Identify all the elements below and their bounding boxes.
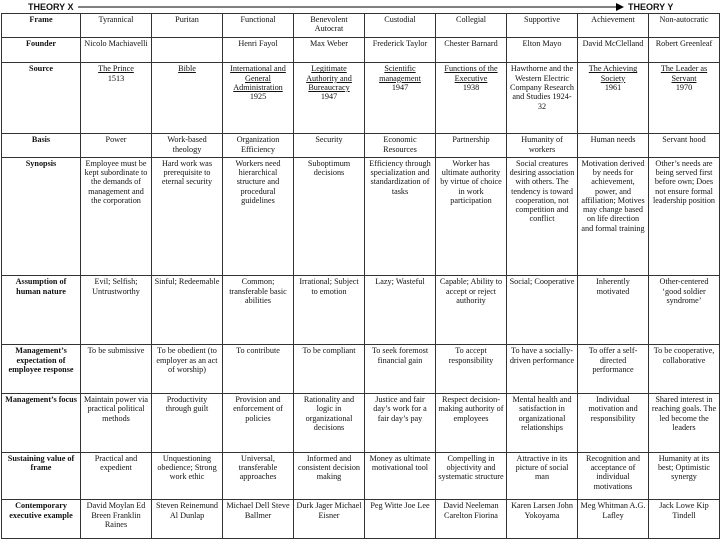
table-cell: To accept responsibility (436, 345, 507, 394)
table-cell (223, 63, 294, 134)
table-cell: Respect decision-making authority of employees (436, 393, 507, 452)
table-cell: Max Weber (294, 38, 365, 63)
table-cell: David Neeleman Carelton Fiorina (436, 500, 507, 539)
table-cell: To have a socially-driven performance (507, 345, 578, 394)
table-cell: Efficiency through specialization and standardization of tasks (365, 157, 436, 276)
source-title: Functions of the Executive (444, 64, 498, 83)
theory-y-label: THEORY Y (628, 2, 674, 12)
table-cell (152, 38, 223, 63)
table-cell: To be compliant (294, 345, 365, 394)
source-year: 1938 (462, 82, 480, 92)
basis-row (2, 134, 720, 157)
source-row (2, 63, 720, 134)
table-cell: To contribute (223, 345, 294, 394)
row-label-expectation: Management’s expectation of employee response (2, 345, 81, 394)
table-cell: Maintain power via practical political methods (81, 393, 152, 452)
sustaining-value-row (2, 452, 720, 500)
table-cell: Lazy; Wasteful (365, 276, 436, 345)
table-cell: Social; Cooperative (507, 276, 578, 345)
source-title: International and General Administration (230, 64, 286, 92)
table-cell: Human needs (578, 134, 649, 157)
table-cell: Practical and expedient (81, 452, 152, 500)
table-cell: Inherently motivated (578, 276, 649, 345)
frame-functional: Functional (223, 14, 294, 38)
table-cell: Karen Larsen John Yokoyama (507, 500, 578, 539)
table-cell: Other-centered ‘good soldier syndrome’ (649, 276, 720, 345)
source-title: Legitimate Authority and Bureaucracy (306, 64, 352, 92)
focus-row (2, 393, 720, 452)
source-title: The Prince (98, 64, 134, 74)
founder-row (2, 38, 720, 63)
table-cell: Sinful; Redeemable (152, 276, 223, 345)
table-cell: Rationality and logic in organizational decisions (294, 393, 365, 452)
table-cell: Steven Reinemund Al Dunlap (152, 500, 223, 539)
table-cell: Security (294, 134, 365, 157)
source-year: Hawthorne and the Western Electric Company Research and Studies 1924-32 (510, 64, 574, 111)
table-cell: Evil; Selfish; Untrustworthy (81, 276, 152, 345)
table-cell: Henri Fayol (223, 38, 294, 63)
table-cell (152, 63, 223, 134)
table-cell: Frederick Taylor (365, 38, 436, 63)
table-cell (578, 63, 649, 134)
table-cell: Justice and fair day’s work for a fair day’s pay (365, 393, 436, 452)
table-cell (365, 63, 436, 134)
table-cell: Other’s needs are being served first before own; Does not ensure formal leadership position (649, 157, 720, 276)
table-cell: To be submissive (81, 345, 152, 394)
table-cell: Suboptimum decisions (294, 157, 365, 276)
table-cell: Work-based theology (152, 134, 223, 157)
table-cell (649, 63, 720, 134)
leadership-frames-table (1, 13, 720, 539)
table-cell: Individual motivation and responsibility (578, 393, 649, 452)
table-cell: Money as ultimate motivational tool (365, 452, 436, 500)
table-cell: Meg Whitman A.G. Lafley (578, 500, 649, 539)
synopsis-row (2, 157, 720, 276)
row-label-executive-example: Contemporary executive example (2, 500, 81, 539)
source-title: Scientific management (379, 64, 421, 83)
table-cell: To be cooperative, collaborative (649, 345, 720, 394)
table-cell: David McClelland (578, 38, 649, 63)
table-cell: Worker has ultimate authority by virtue of choice in work participation (436, 157, 507, 276)
table-cell (81, 63, 152, 134)
frame-benevolent-autocrat: Benevolent Autocrat (294, 14, 365, 38)
table-cell: Recognition and acceptance of individual motivations (578, 452, 649, 500)
table-cell: To offer a self-directed performance (578, 345, 649, 394)
expectation-row (2, 345, 720, 394)
table-cell: Humanity at its best; Optimistic synergy (649, 452, 720, 500)
frame-label: Frame (2, 14, 81, 38)
table-cell: Servant hood (649, 134, 720, 157)
frame-puritan: Puritan (152, 14, 223, 38)
table-cell: Hard work was prerequisite to eternal security (152, 157, 223, 276)
source-title: Bible (178, 64, 196, 74)
row-label-basis: Basis (2, 134, 81, 157)
table-cell: Elton Mayo (507, 38, 578, 63)
source-year: 1961 (604, 82, 622, 92)
source-title: The Leader as Servant (660, 64, 708, 83)
table-cell: David Moylan Ed Breen Franklin Raines (81, 500, 152, 539)
row-label-source: Source (2, 63, 81, 134)
frame-collegial: Collegial (436, 14, 507, 38)
source-year: 1513 (107, 73, 125, 83)
table-cell: Motivation derived by needs for achievement, power, and affiliation; Motives may change based on life direction and formal training (578, 157, 649, 276)
table-cell: Chester Barnard (436, 38, 507, 63)
table-cell: Durk Jager Michael Eisner (294, 500, 365, 539)
table-cell: Humanity of workers (507, 134, 578, 157)
source-year: 1947 (320, 92, 338, 102)
table-cell: Peg Witte Joe Lee (365, 500, 436, 539)
table-cell: Power (81, 134, 152, 157)
table-cell: Economic Resources (365, 134, 436, 157)
row-label-synopsis: Synopsis (2, 157, 81, 276)
table-cell: Unquestioning obedience; Strong work ethic (152, 452, 223, 500)
frame-header-row (2, 14, 720, 38)
source-year: 1947 (391, 82, 409, 92)
row-label-founder: Founder (2, 38, 81, 63)
theory-x-label: THEORY X (28, 2, 74, 12)
human-nature-row (2, 276, 720, 345)
table-cell: Organization Efficiency (223, 134, 294, 157)
table-cell: Provision and enforcement of policies (223, 393, 294, 452)
table-cell: Robert Greenleaf (649, 38, 720, 63)
table-cell: Michael Dell Steve Ballmer (223, 500, 294, 539)
table-cell: To seek foremost financial gain (365, 345, 436, 394)
table-cell: Mental health and satisfaction in organizational relationships (507, 393, 578, 452)
table-cell: Nicolo Machiavelli (81, 38, 152, 63)
table-cell: To be obedient (to employer as an act of worship) (152, 345, 223, 394)
table-cell (294, 63, 365, 134)
table-cell: Partnership (436, 134, 507, 157)
executive-example-row (2, 500, 720, 539)
table-cell: Productivity through guilt (152, 393, 223, 452)
theory-continuum-arrow-icon (78, 1, 624, 13)
table-cell: Common; transferable basic abilities (223, 276, 294, 345)
table-cell (507, 63, 578, 134)
table-cell: Workers need hierarchical structure and procedural guidelines (223, 157, 294, 276)
table-cell: Attractive in its picture of social man (507, 452, 578, 500)
frame-custodial: Custodial (365, 14, 436, 38)
table-cell: Universal, transferable approaches (223, 452, 294, 500)
table-cell: Employee must be kept subordinate to the demands of management and the corporation (81, 157, 152, 276)
table-cell: Jack Lowe Kip Tindell (649, 500, 720, 539)
table-cell (436, 63, 507, 134)
source-title: The Achieving Society (588, 64, 638, 83)
row-label-sustaining-value: Sustaining value of frame (2, 452, 81, 500)
source-year: 1970 (675, 82, 693, 92)
frame-achievement: Achievement (578, 14, 649, 38)
frame-non-autocratic: Non-autocratic (649, 14, 720, 38)
frame-supportive: Supportive (507, 14, 578, 38)
table-cell: Irrational; Subject to emotion (294, 276, 365, 345)
table-cell: Compelling in objectivity and systematic structure (436, 452, 507, 500)
table-cell: Informed and consistent decision making (294, 452, 365, 500)
row-label-human-nature: Assumption of human nature (2, 276, 81, 345)
table-cell: Capable; Ability to accept or reject authority (436, 276, 507, 345)
table-cell: Shared interest in reaching goals. The led become the leaders (649, 393, 720, 452)
frame-tyrannical: Tyrannical (81, 14, 152, 38)
source-year: 1925 (249, 92, 267, 102)
row-label-focus: Management’s focus (2, 393, 81, 452)
table-cell: Social creatures desiring association with others. The tendency is toward cooperation, not competition and conflict (507, 157, 578, 276)
